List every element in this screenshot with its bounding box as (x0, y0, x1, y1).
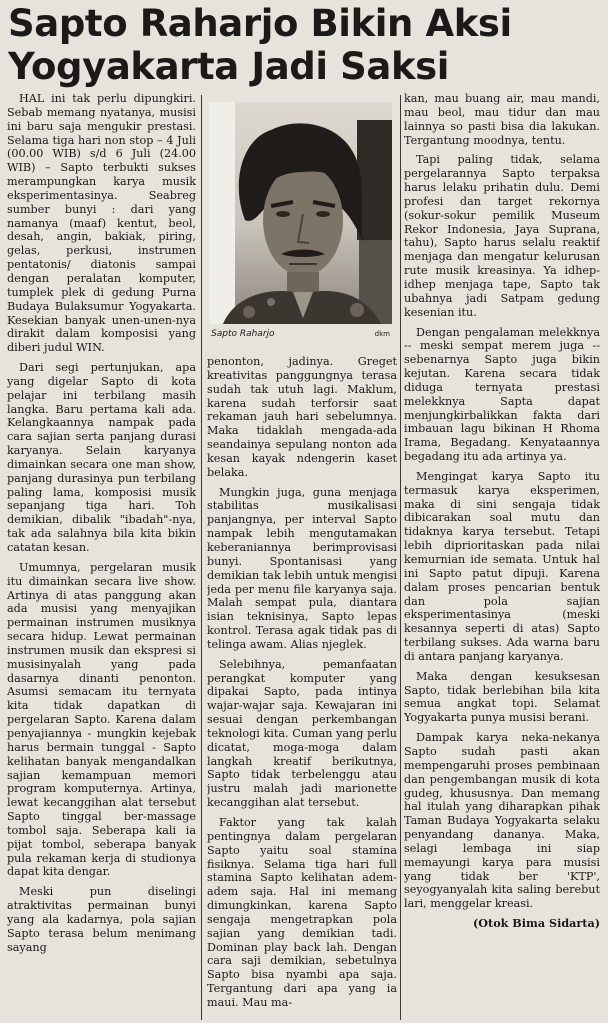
column2-paragraph-top: penonton, jadinya. Greget kreativitas panggungnya terasa sudah tak utuh lagi. Maklum, karena sudah terforsir saat rekaman jauh hari sebelumnya. Maka tidaklah mengada-ada seandainya sepulang nonton ada kesan kayak ndengerin kaset belaka. (207, 355, 397, 479)
photo-sapto-raharjo (209, 102, 392, 324)
column3-paragraph-6: Dampak karya neka-nekanya Sapto sudah pasti akan mempengaruhi proses pembinaan dan pengembangan musik di kota gudeg, khususnya. Dan memang hal itulah yang diharapkan pihak Taman Budaya Yogyakarta selaku penyandang dananya. Maka, selagi lembaga ini siap memayungi karya para musisi yang tidak ber 'KTP', seyogyanyalah kita saling berebut lari, menggelar kreasi. (404, 731, 600, 911)
column2-paragraph-1: Mungkin juga, guna menjaga stabilitas musikalisasi panjangnya, per interval Sapto nampak lebih mengutamakan keberaniannya berimprovisasi bunyi. Spontanisasi yang demikian tak lebih untuk mengisi jeda per menu file karyanya saja. Malah sempat pula, diantara isian teknisinya, Sapto lepas kontrol. Terasa agak tidak pas di telinga awam. Alias njeglek. (207, 485, 397, 651)
column-rule-left (201, 95, 202, 1020)
column2-paragraph-2: Selebihnya, pemanfaatan perangkat komputer yang dipakai Sapto, pada intinya wajar-wajar saja. Kewajaran ini sesuai dengan perkembangan teknologi kita. Cuman yang perlu dicatat, moga-moga dalam langkah kreatif berikutnya, Sapto tidak terbelenggu atau justru malah jadi marionette kecanggihan alat tersebut. (207, 657, 397, 810)
column1-paragraph-1: HAL ini tak perlu dipungkiri. Sebab memang nyatanya, musisi ini baru saja mengukir prestasi. Selama tiga hari non stop – 4 Juli (00.00 WIB) s/d 6 Juli (24.00 WIB) – Sapto terbukti sukses merampungkan karya musik eksperimentasinya. Seabreg sumber bunyi : dari yang namanya (maaf) kentut, beol, desah, angin, bakiak, piring, gelas, perkusi, instrumen pentatonis/ diatonis sampai dengan peralatan komputer, tumplek plek di gedung Purna Budaya Bulaksumur Yogyakarta. Kesekian banyak unen-unen-nya dirakit dalam komposisi yang diberi judul WIN. (7, 92, 196, 355)
headline-line-1: Sapto Raharjo Bikin Aksi (8, 2, 512, 45)
headline (8, 2, 604, 88)
column3-paragraph-5: Maka dengan kesuksesan Sapto, tidak berlebihan bila kita semua angkat topi. Selamat Yogyakarta punya musisi berani. (404, 669, 600, 725)
portrait-illustration (209, 102, 392, 324)
headline-line-2: Yogyakarta Jadi Saksi (8, 45, 450, 88)
byline: (Otok Bima Sidarta) (472, 916, 600, 931)
photo-caption-name: Sapto Raharjo (211, 329, 275, 339)
column3-paragraph-4: Mengingat karya Sapto itu termasuk karya eksperimen, maka di sini sengaja tidak dibicarakan soal mutu dan tidaknya karya tersebut. Tetapi lebih diprioritaskan pada nilai kemurnian ide semata. Untuk hal ini Sapto patut dipuji. Karena dalam proses pencarian bentuk dan pola sajian eksperimentasinya (meski kesannya seperti di atas) Sapto terbilang sukses. Ada warna baru di antara panjang karyanya. (404, 469, 600, 663)
column1-paragraph-4: Meski pun diselingi atraktivitas permainan bunyi yang ala kadarnya, pola sajian Sapto terasa belum menimang sayang (7, 885, 196, 954)
column-rule-right (400, 95, 401, 1020)
column2-paragraph-3: Faktor yang tak kalah pentingnya dalam pergelaran Sapto yaitu soal stamina fisiknya. Selama tiga hari full stamina Sapto kelihatan adem-adem saja. Hal ini memang dimungkinkan, karena Sapto sengaja mengetrapkan pola sajian yang demikian tadi. Dominan play back lah. Dengan cara saji demikian, sebetulnya Sapto bisa nyambi apa saja. Tergantung dari apa yang ia maui. Mau ma- (207, 816, 397, 1009)
column3-paragraph-1: kan, mau buang air, mau mandi, mau beol, mau tidur dan mau lainnya so pasti bisa dia lakukan. Tergantung moodnya, tentu. (404, 92, 600, 147)
article-column-2 (207, 355, 397, 1020)
photo-caption (209, 327, 392, 343)
column3-paragraph-2: Tapi paling tidak, selama pergelarannya Sapto terpaksa harus lelaku prihatin dulu. Demi profesi dan target rekornya (sokur-sokur pemilik Museum Rekor Indonesia, Jaya Suprana, tahu), Sapto harus selalu reaktif menjaga dan mengatur kelurusan rute musik kreasinya. Ya idhep-idhep menjaga tape, Sapto tak ubahnya jadi Satpam gedung kesenian itu. (404, 153, 600, 319)
article-column-1 (7, 92, 196, 1020)
column1-paragraph-2: Dari segi pertunjukan, apa yang digelar Sapto di kota pelajar ini terbilang masih langka. Baru pertama kali ada. Kelangkaannya nampak pada cara sajian serta panjang durasi karyanya. Selain karyanya dimainkan secara one man show, panjang durasinya pun terbilang paling lama, komposisi musik sepanjang tiga hari. Toh demikian, dibalik "ibadah"-nya, tak ada salahnya bila kita bikin catatan kesan. (7, 361, 196, 554)
column1-paragraph-3: Umumnya, pergelaran musik itu dimainkan secara live show. Artinya di atas panggung akan ada musisi yang menyajikan permainan instrumen musiknya secara hidup. Lewat permainan instrumen musik dan ekspresi si musisinyalah yang pada dasarnya dinanti penonton. Asumsi semacam itu ternyata kita tidak dapatkan di pergelaran Sapto. Karena dalam penyajiannya - mungkin kejebak harus bermain tunggal - Sapto kelihatan banyak mengandalkan sajian kemampuan memori program komputernya. Artinya, lewat kecanggihan alat tersebut Sapto tinggal ber-massage tombol saja. Seberapa kali ia pijat tombol, seberapa banyak pula rekaman kerja di studionya dapat kita dengar. (7, 560, 196, 879)
column3-paragraph-3: Dengan pengalaman melekknya -- meski sempat merem juga -- sebenarnya Sapto juga bikin kejutan. Karena secara tidak diduga ternyata prestasi melekknya Sapta dapat menjungkirbalikkan fakta dari imbauan lagu bikinan H Rhoma Irama, Begadang. Kenyataannya begadang itu ada artinya ya. (404, 325, 600, 464)
photo-credit: dkm (374, 330, 390, 338)
article-column-3 (404, 92, 600, 1020)
